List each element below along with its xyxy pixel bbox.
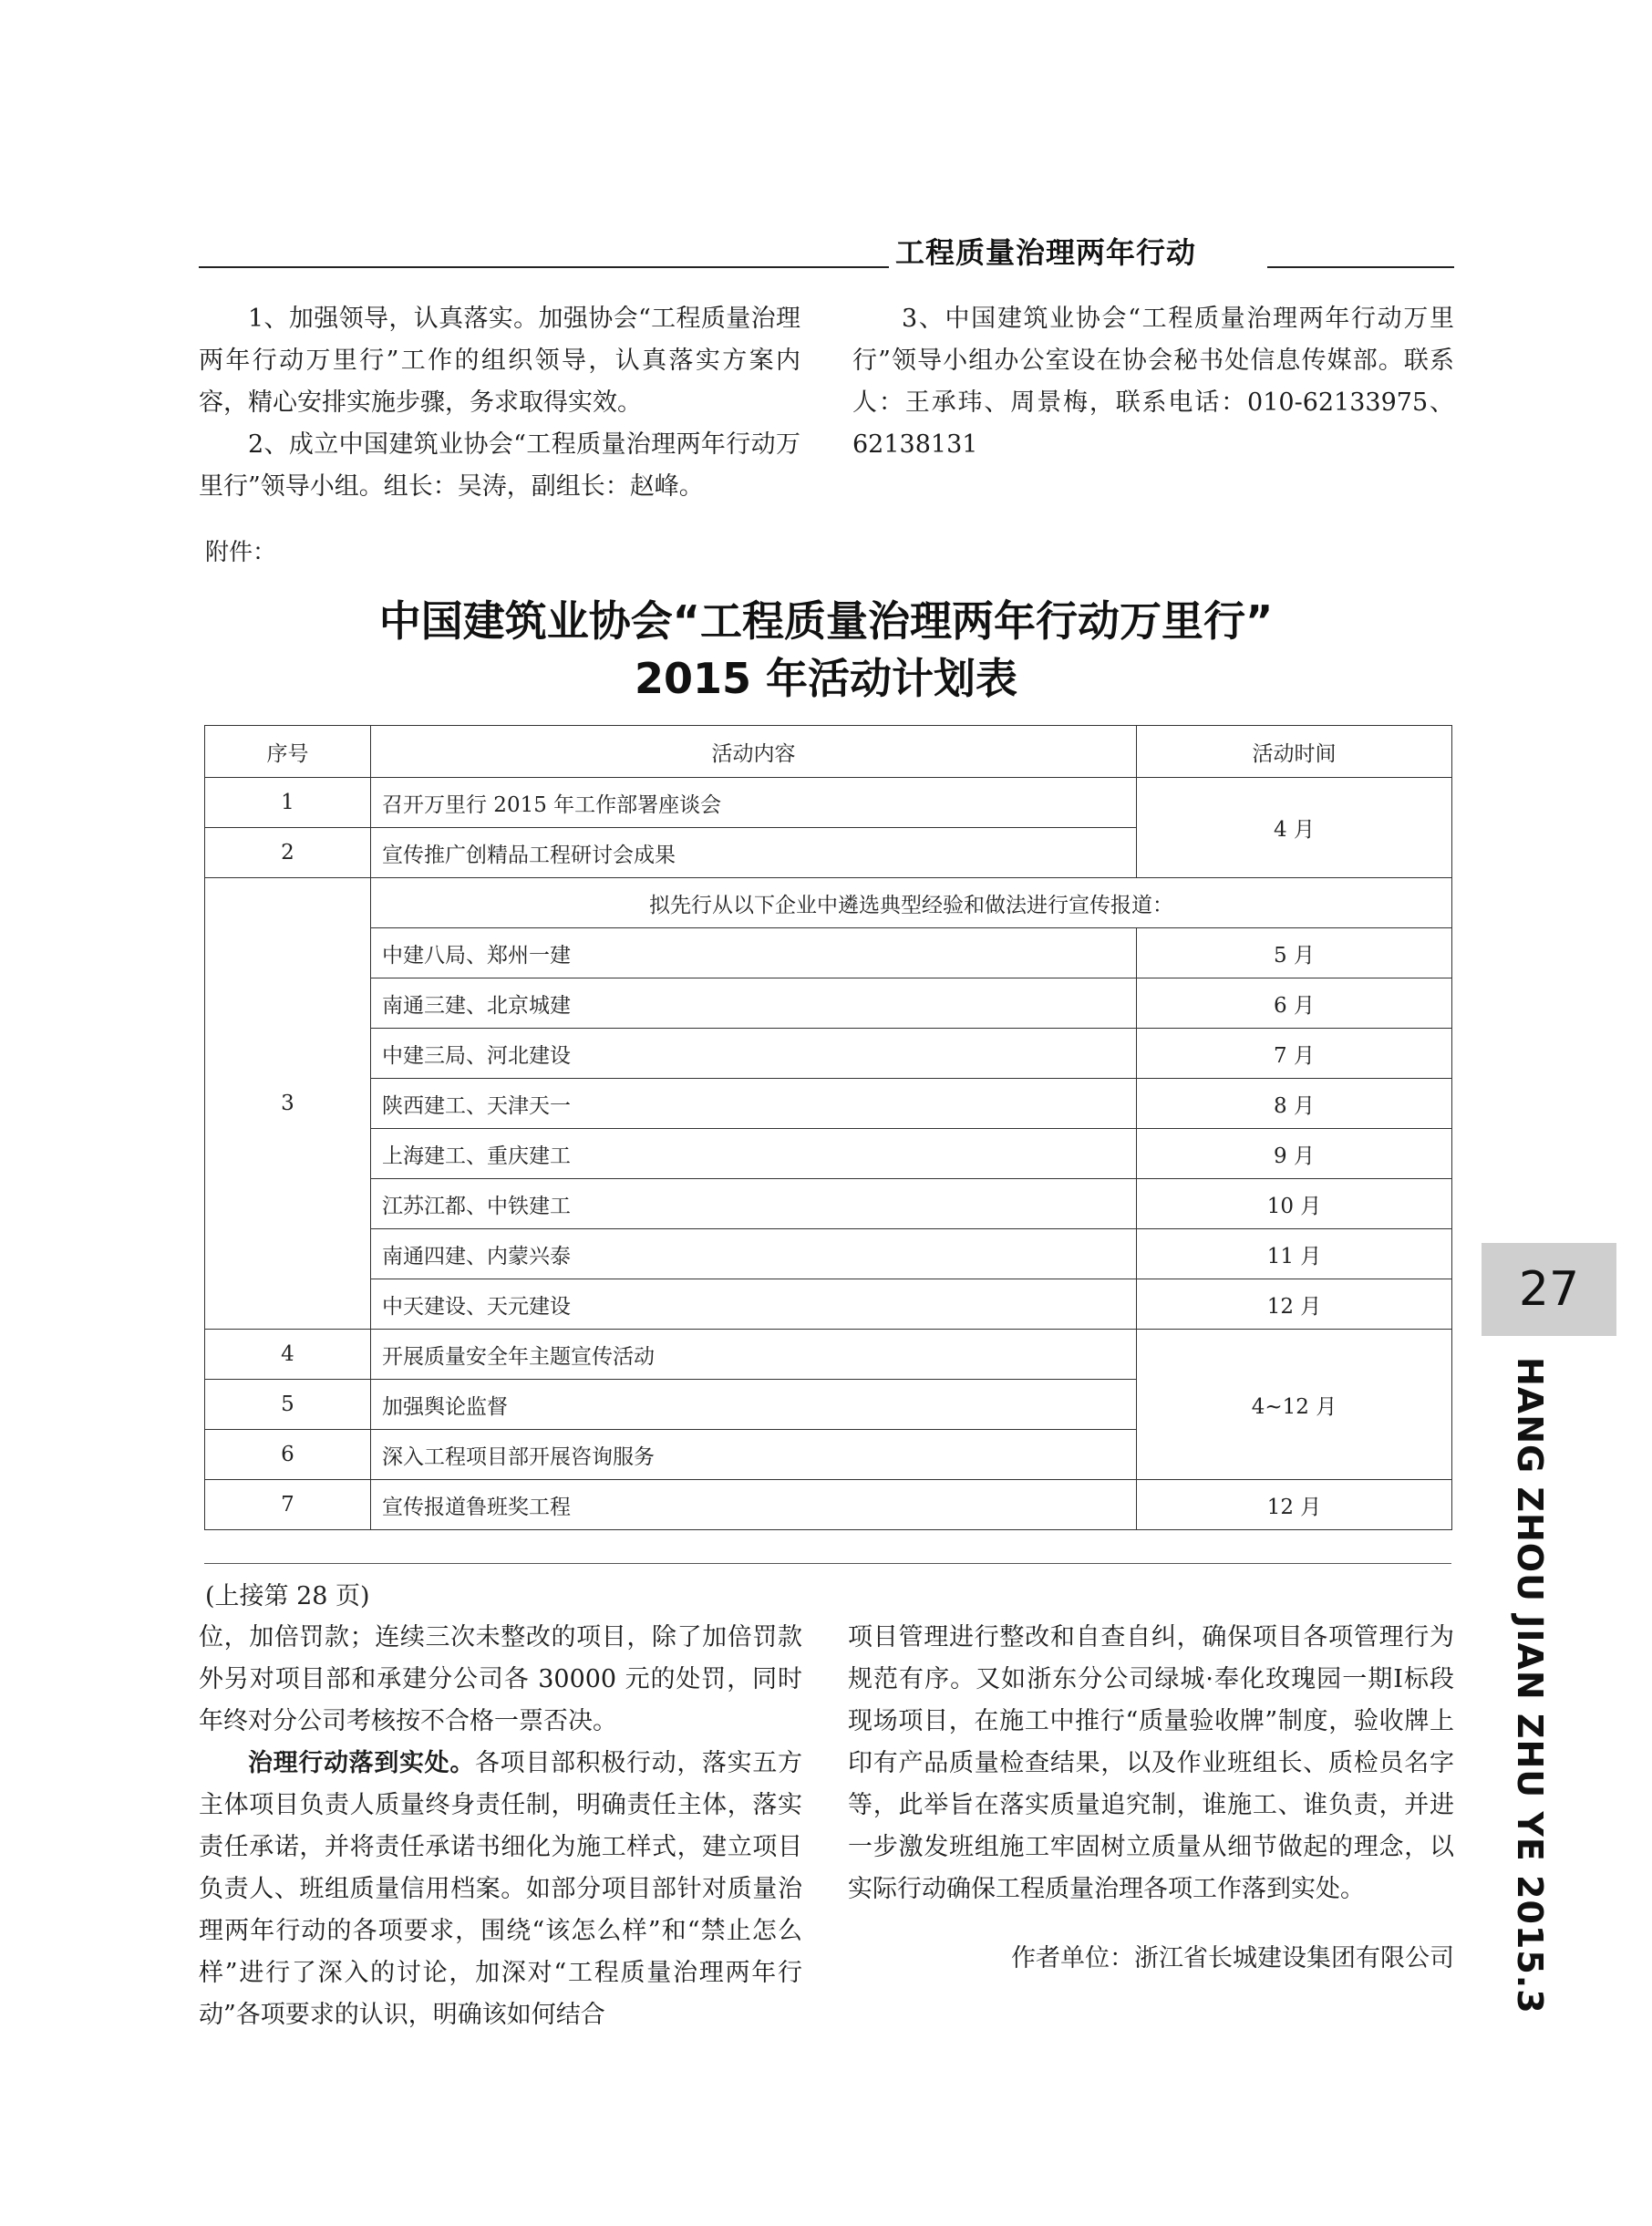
header-rule-right — [1267, 266, 1454, 268]
table-row — [205, 778, 1452, 828]
magazine-name-vertical: HANG ZHOU JIAN ZHU YE 2015.3 — [1510, 1357, 1550, 2014]
row-content: 南通四建、内蒙兴泰 — [371, 1229, 1137, 1279]
row-content: 中建三局、河北建设 — [371, 1029, 1137, 1079]
top-left-column — [199, 298, 800, 508]
row-content: 陕西建工、天津天一 — [371, 1079, 1137, 1129]
paragraph-2: 2、成立中国建筑业协会“工程质量治理两年行动万里行”领导小组。组长：吴涛，副组长：赵峰。 — [199, 430, 800, 501]
table-row — [205, 1279, 1452, 1330]
table-row — [205, 1079, 1452, 1129]
row-content: 深入工程项目部开展咨询服务 — [371, 1430, 1137, 1480]
table-row — [205, 1480, 1452, 1530]
row-content: 宣传报道鲁班奖工程 — [371, 1480, 1137, 1530]
row-time: 8 月 — [1137, 1079, 1452, 1129]
table-row — [205, 878, 1452, 928]
activity-plan-table — [204, 725, 1452, 1530]
row-time: 6 月 — [1137, 978, 1452, 1029]
table-row — [205, 1229, 1452, 1279]
row-no: 1 — [205, 778, 371, 828]
table-title-line1: 中国建筑业协会“工程质量治理两年行动万里行” — [378, 596, 1274, 646]
row-no: 4 — [205, 1330, 371, 1380]
table-title-line2: 2015 年活动计划表 — [634, 654, 1018, 703]
row-content: 中天建设、天元建设 — [371, 1279, 1137, 1330]
paragraph-lead: 治理行动落到实处。 — [248, 1749, 475, 1777]
row-content: 中建八局、郑州一建 — [371, 928, 1137, 978]
row-time: 4 月 — [1137, 778, 1452, 878]
row-time: 10 月 — [1137, 1179, 1452, 1229]
row-time: 7 月 — [1137, 1029, 1452, 1079]
row-content: 江苏江都、中铁建工 — [371, 1179, 1137, 1229]
paragraph-1: 1、加强领导，认真落实。加强协会“工程质量治理两年行动万里行”工作的组织领导，认真落实方案内容，精心安排实施步骤，务求取得实效。 — [199, 305, 800, 417]
bottom-right-column — [848, 1617, 1454, 1910]
paragraph-governance — [199, 1743, 802, 2036]
table-row — [205, 1330, 1452, 1380]
table-row — [205, 1129, 1452, 1179]
continued-label: (上接第 28 页) — [205, 1582, 370, 1610]
row-no: 6 — [205, 1430, 371, 1480]
row-content: 加强舆论监督 — [371, 1380, 1137, 1430]
section-divider — [204, 1563, 1451, 1564]
table-row — [205, 1179, 1452, 1229]
row-content: 开展质量安全年主题宣传活动 — [371, 1330, 1137, 1380]
row-time: 12 月 — [1137, 1279, 1452, 1330]
header-content: 活动内容 — [371, 726, 1137, 778]
bottom-left-column — [199, 1617, 802, 2036]
header-no: 序号 — [205, 726, 371, 778]
paragraph-body: 各项目部积极行动，落实五方主体项目负责人质量终身责任制，明确责任主体，落实责任承诺，并将责任承诺书细化为施工样式，建立项目负责人、班组质量信用档案。如部分项目部针对质量治理两年行动的各项要求，围绕“该怎么样”和“禁止怎么样”进行了深入的讨论，加深对“工程质量治理两年行动”各项要求的认识，明确该如何结合 — [199, 1749, 802, 2029]
row-time: 5 月 — [1137, 928, 1452, 978]
row-no: 7 — [205, 1480, 371, 1530]
table-row — [205, 978, 1452, 1029]
row-time: 11 月 — [1137, 1229, 1452, 1279]
row-no: 3 — [205, 878, 371, 1330]
row-no: 5 — [205, 1380, 371, 1430]
table-row — [205, 1029, 1452, 1079]
header-time: 活动时间 — [1137, 726, 1452, 778]
row-time: 4~12 月 — [1137, 1330, 1452, 1480]
table-header-row — [205, 726, 1452, 778]
page-number: 27 — [1518, 1262, 1580, 1317]
header-rule-left — [199, 266, 889, 268]
attachment-label: 附件： — [205, 539, 277, 566]
row-content: 召开万里行 2015 年工作部署座谈会 — [371, 778, 1137, 828]
paragraph-continued: 位，加倍罚款；连续三次未整改的项目，除了加倍罚款外另对项目部和承建分公司各 30000 元的处罚，同时年终对分公司考核按不合格一票否决。 — [199, 1623, 802, 1735]
row-time: 12 月 — [1137, 1480, 1452, 1530]
author-affiliation: 作者单位：浙江省长城建设集团有限公司 — [1011, 1944, 1454, 1972]
row-time: 9 月 — [1137, 1129, 1452, 1179]
row-content: 上海建工、重庆建工 — [371, 1129, 1137, 1179]
paragraph-3: 3、中国建筑业协会“工程质量治理两年行动万里行”领导小组办公室设在协会秘书处信息传媒部。联系人：王承玮、周景梅，联系电话：010-62133975、62138131 — [852, 305, 1454, 459]
top-right-column — [852, 298, 1454, 466]
row-note: 拟先行从以下企业中遴选典型经验和做法进行宣传报道： — [371, 878, 1452, 928]
section-title: 工程质量治理两年行动 — [895, 235, 1197, 270]
row-no: 2 — [205, 828, 371, 878]
row-content: 宣传推广创精品工程研讨会成果 — [371, 828, 1137, 878]
paragraph-right: 项目管理进行整改和自查自纠，确保项目各项管理行为规范有序。又如浙东分公司绿城·奉化玫瑰园一期Ⅰ标段现场项目，在施工中推行“质量验收牌”制度，验收牌上印有产品质量检查结果，以及作业班组长、质检员名字等，此举旨在落实质量追究制，谁施工、谁负责，并进一步激发班组施工牢固树立质量从细节做起的理念，以实际行动确保工程质量治理各项工作落到实处。 — [848, 1623, 1454, 1903]
row-content: 南通三建、北京城建 — [371, 978, 1137, 1029]
table-row — [205, 928, 1452, 978]
